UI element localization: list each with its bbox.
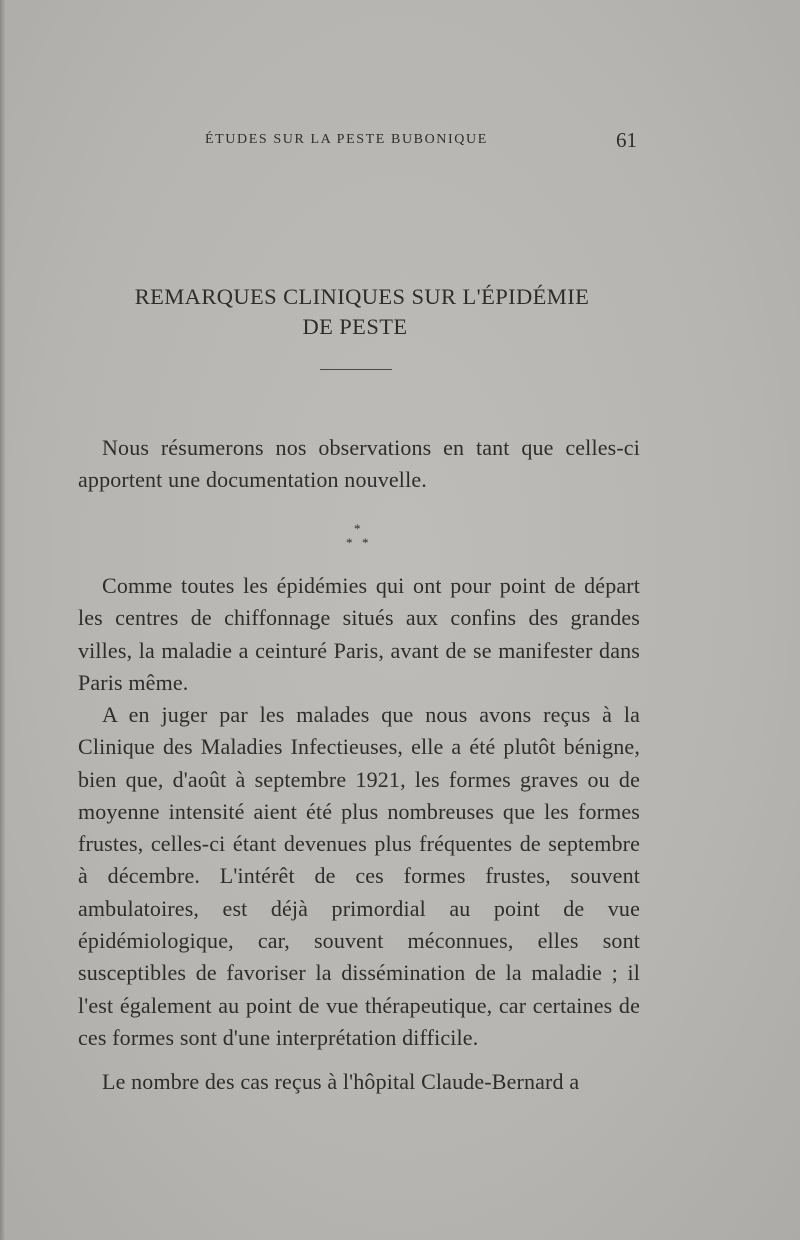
chapter-title-line-2: DE PESTE — [302, 314, 408, 339]
asterism-star-left: * — [346, 535, 353, 550]
chapter-title-line-1: REMARQUES CLINIQUES SUR L'ÉPIDÉMIE — [134, 284, 590, 309]
asterism-star-right: * — [362, 535, 369, 550]
title-rule — [320, 369, 392, 370]
paragraph-4: Le nombre des cas reçus à l'hôpital Claude-Bernard a — [102, 1069, 580, 1094]
paragraph-1: Nous résumerons nos observations en tant que celles-ci apportent une documentation nouvelle. — [78, 435, 640, 493]
running-head — [0, 128, 800, 154]
asterism — [340, 522, 380, 552]
asterism-star-top: * — [354, 521, 361, 536]
page-number: 61 — [616, 128, 637, 152]
page-binding-edge — [0, 0, 6, 1240]
paragraph-3: A en juger par les malades que nous avons reçus à la Clinique des Maladies Infectieuses, elle a été plutôt bénigne, bien que, d'août à septembre 1921, les formes graves ou de moyenne intensité aient été plus nombreuses que les formes frustes, celles-ci étant devenues plus fréquentes de septembre à décembre. L'intérêt de ces formes frustes, souvent ambulatoires, est déjà primordial au point de vue épidémiologique, car, souvent méconnues, elles sont susceptibles de favoriser la dissémination de la maladie ; il l'est également au point de vue thérapeutique, car certaines de ces formes sont d'une interprétation difficile. — [78, 702, 640, 1050]
running-head-title: ÉTUDES SUR LA PESTE BUBONIQUE — [205, 132, 488, 147]
paragraph-2: Comme toutes les épidémies qui ont pour point de départ les centres de chiffonnage situés aux confins des grandes villes, la maladie a ceinturé Paris, avant de se manifester dans Paris même. — [78, 573, 640, 695]
